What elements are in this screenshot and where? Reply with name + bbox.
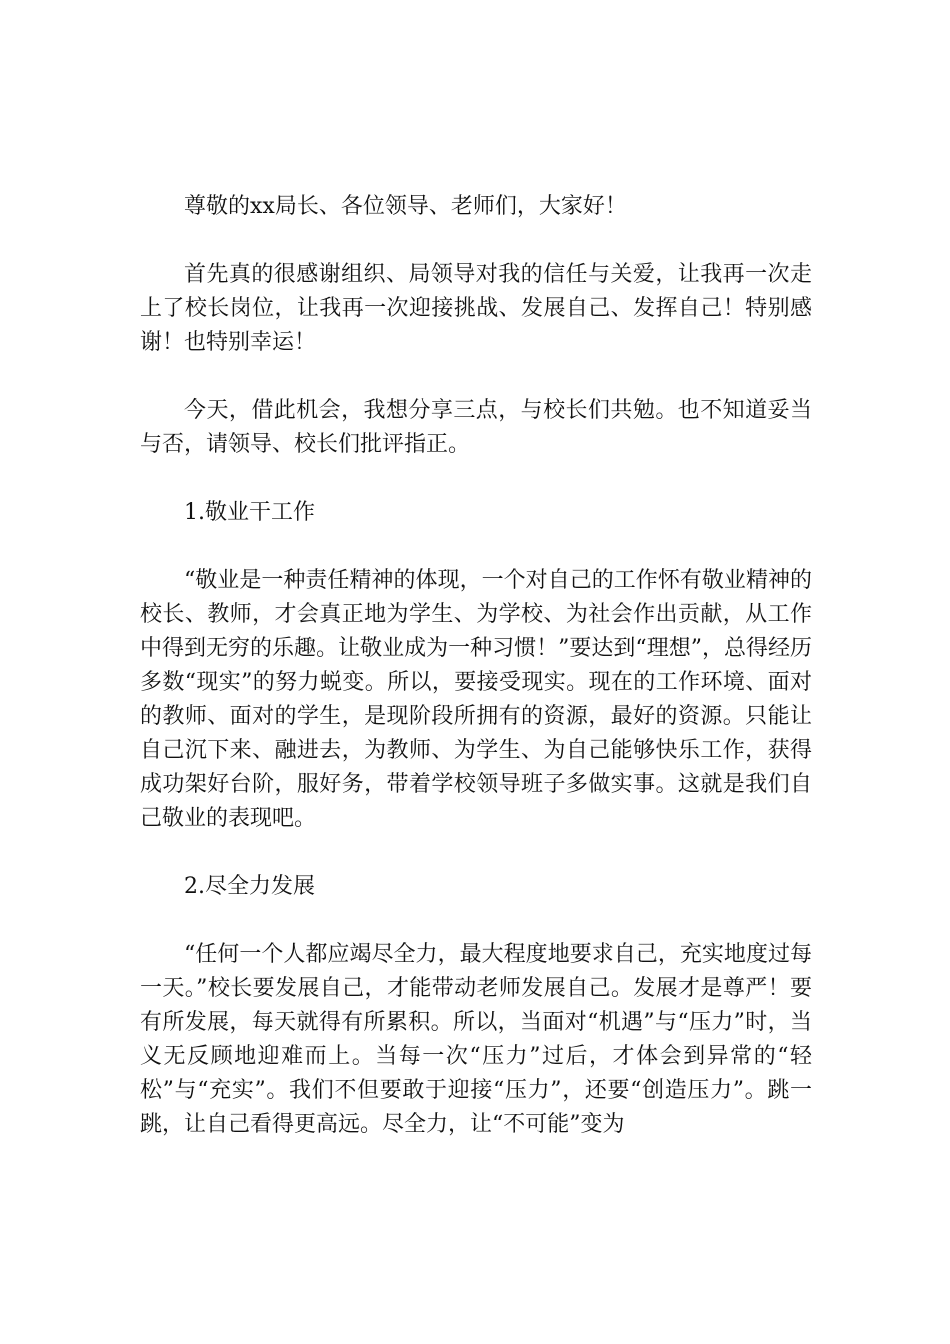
paragraph-intro: 今天，借此机会，我想分享三点，与校长们共勉。也不知道妥当与否，请领导、校长们批评指正。	[140, 398, 812, 457]
greeting: 尊敬的xx局长、各位领导、老师们，大家好！	[184, 194, 627, 219]
section-heading-1: 1.敬业干工作	[184, 500, 315, 525]
paragraph-thanks: 首先真的很感谢组织、局领导对我的信任与关爱，让我再一次走上了校长岗位，让我再一次迎接挑战、发展自己、发挥自己！特别感谢！也特别幸运！	[140, 262, 812, 355]
document-body	[140, 190, 812, 1142]
paragraph-dedication: “敬业是一种责任精神的体现，一个对自己的工作怀有敬业精神的校长、教师，才会真正地为学生、为学校、为社会作出贡献，从工作中得到无穷的乐趣。让敬业成为一种习惯！”要达到“理想”，总得经历多数“现实”的努力蜕变。所以，要接受现实。现在的工作环境、面对的教师、面对的学生，是现阶段所拥有的资源，最好的资源。只能让自己沉下来、融进去，为教师、为学生、为自己能够快乐工作，获得成功架好台阶，服好务，带着学校领导班子多做实事。这就是我们自己敬业的表现吧。	[140, 568, 812, 831]
paragraph-development: “任何一个人都应竭尽全力，最大程度地要求自己，充实地度过每一天。”校长要发展自己，才能带动老师发展自己。发展才是尊严！要有所发展，每天就得有所累积。所以，当面对“机遇”与“压力”时，当义无反顾地迎难而上。当每一次“压力”过后，才体会到异常的“轻松”与“充实”。我们不但要敢于迎接“压力”，还要“创造压力”。跳一跳，让自己看得更高远。尽全力，让“不可能”变为	[140, 942, 812, 1137]
section-heading-2: 2.尽全力发展	[184, 874, 315, 899]
